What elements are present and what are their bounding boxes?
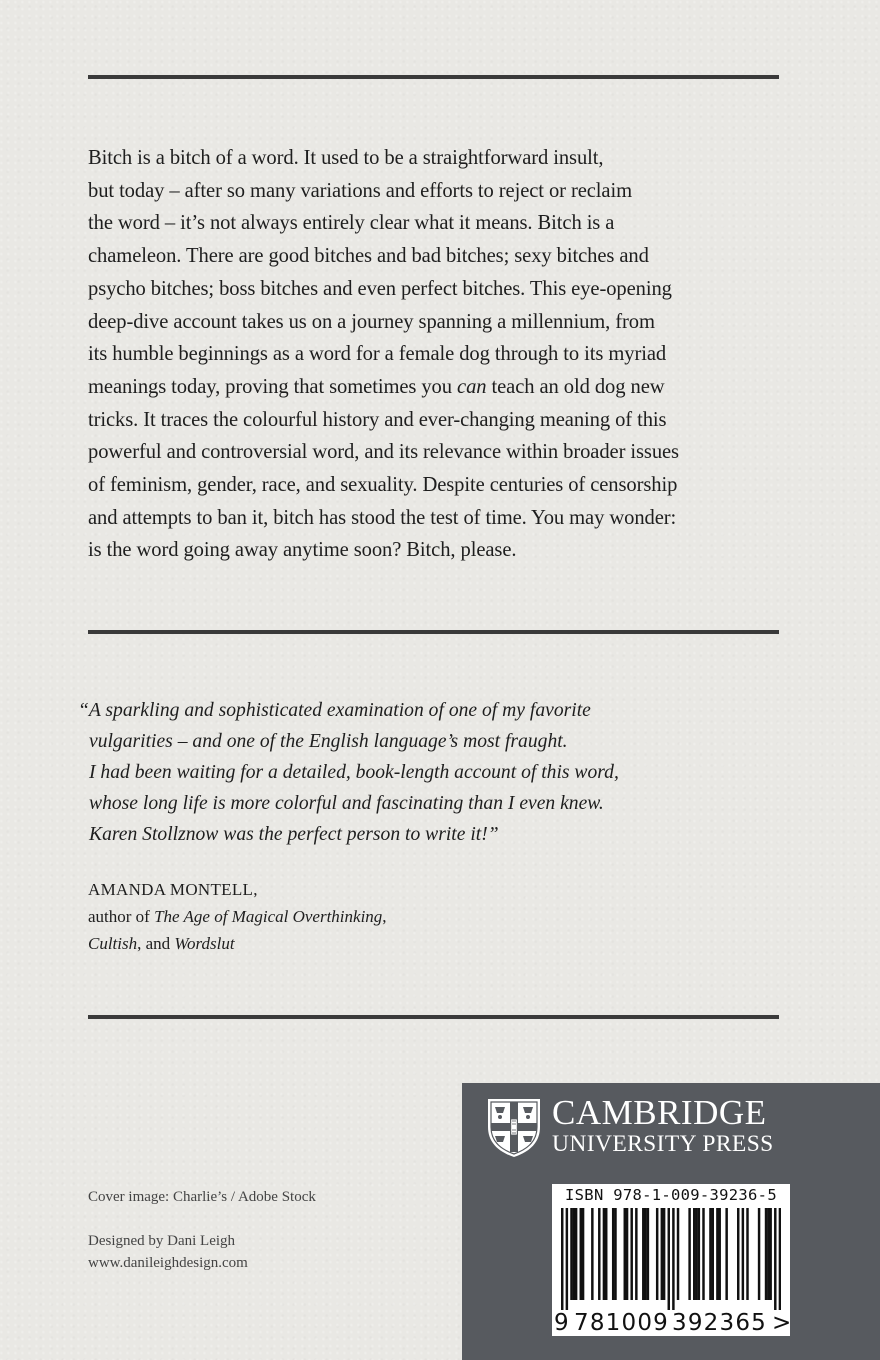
barcode-bar bbox=[582, 1208, 584, 1300]
blurb-line: but today – after so many variations and efforts to reject or reclaim bbox=[88, 179, 632, 202]
blurb-line: tricks. It traces the colourful history and ever-changing meaning of this bbox=[88, 408, 667, 431]
barcode-bar bbox=[575, 1208, 577, 1300]
isbn-label: ISBN 978-1-009-39236-5 bbox=[565, 1186, 777, 1204]
publisher-panel bbox=[462, 1083, 880, 1360]
barcode-bar bbox=[725, 1208, 727, 1300]
blurb-line: and attempts to ban it, bitch has stood the test of time. You may wonder: bbox=[88, 506, 677, 529]
barcode-bar bbox=[612, 1208, 614, 1300]
ean-right-group: 392365 bbox=[672, 1310, 767, 1336]
barcode-bar bbox=[635, 1208, 637, 1300]
blurb-line: deep-dive account takes us on a journey spanning a millennium, from bbox=[88, 310, 655, 333]
barcode-guard-bar bbox=[561, 1208, 563, 1310]
barcode-bar bbox=[642, 1208, 644, 1300]
blurb-text: meanings today, proving that sometimes you bbox=[88, 375, 452, 398]
publisher-name-line2: UNIVERSITY PRESS bbox=[552, 1131, 774, 1157]
quote-line: whose long life is more colorful and fascinating than I even knew. bbox=[89, 793, 604, 814]
barcode-bar bbox=[716, 1208, 718, 1300]
barcode-bar bbox=[605, 1208, 607, 1300]
endorser-name: AMANDA MONTELL, bbox=[88, 880, 258, 899]
barcode-bar bbox=[709, 1208, 711, 1300]
separator: , and bbox=[137, 934, 175, 953]
barcode-bar bbox=[591, 1208, 593, 1300]
barcode-bar bbox=[746, 1208, 748, 1300]
book-description bbox=[88, 142, 788, 567]
design-credit bbox=[88, 1230, 248, 1274]
blurb-text: teach an old dog new bbox=[486, 375, 665, 398]
blurb-line: of feminism, gender, race, and sexuality. Despite centuries of censorship bbox=[88, 474, 678, 497]
endorsement-quote bbox=[78, 695, 798, 850]
barcode-bar bbox=[718, 1208, 720, 1300]
barcode-bar bbox=[693, 1208, 695, 1300]
quote-line: I had been waiting for a detailed, book-length account of this word, bbox=[89, 762, 619, 783]
blurb-line: the word – it’s not always entirely clear what it means. Bitch is a bbox=[88, 212, 615, 235]
barcode-bar bbox=[742, 1208, 744, 1300]
blurb-line: Bitch is a bitch of a word. It used to be a straightforward insult, bbox=[88, 147, 604, 169]
barcode-bar bbox=[663, 1208, 665, 1300]
barcode-guard-bar bbox=[566, 1208, 568, 1310]
barcode-guard-bar bbox=[779, 1208, 781, 1310]
blurb-line: psycho bitches; boss bitches and even perfect bitches. This eye-opening bbox=[88, 277, 672, 300]
blurb-line bbox=[88, 371, 788, 404]
barcode-bar bbox=[712, 1208, 714, 1300]
cover-image-credit-text: Cover image: Charlie’s / Adobe Stock bbox=[88, 1189, 316, 1205]
quote-line: “A sparkling and sophisticated examination of one of my favorite bbox=[78, 700, 591, 721]
publisher-name-line1: CAMBRIDGE bbox=[552, 1093, 767, 1132]
barcode-guard-bar bbox=[774, 1208, 776, 1310]
barcode-bar bbox=[647, 1208, 649, 1300]
barcode-bar bbox=[702, 1208, 704, 1300]
blurb-line: its humble beginnings as a word for a female dog through to its myriad bbox=[88, 343, 667, 366]
designer-website: www.danileighdesign.com bbox=[88, 1255, 248, 1271]
endorser-credentials bbox=[88, 930, 387, 957]
barcode-bar bbox=[769, 1208, 771, 1300]
barcode-bar bbox=[767, 1208, 769, 1300]
ean-end-mark: > bbox=[772, 1310, 793, 1336]
barcode-bar bbox=[644, 1208, 646, 1300]
barcode-bar bbox=[677, 1208, 679, 1300]
ean-left-group: 781009 bbox=[574, 1310, 669, 1336]
blurb-line: powerful and controversial word, and its relevance within broader issues bbox=[88, 441, 679, 464]
barcode-bar bbox=[573, 1208, 575, 1300]
barcode-bar bbox=[603, 1208, 605, 1300]
barcode-guard-bar bbox=[672, 1208, 674, 1310]
blurb-emphasis: can bbox=[457, 375, 487, 398]
quote-line: vulgarities – and one of the English language’s most fraught. bbox=[89, 731, 568, 752]
barcode-bar bbox=[656, 1208, 658, 1300]
barcode-bar bbox=[661, 1208, 663, 1300]
middle-divider bbox=[88, 630, 779, 634]
barcode-bar bbox=[695, 1208, 697, 1300]
blurb-line: chameleon. There are good bitches and bad bitches; sexy bitches and bbox=[88, 245, 649, 268]
ean-first-digit: 9 bbox=[554, 1310, 570, 1336]
barcode-bar bbox=[624, 1208, 626, 1300]
separator: , bbox=[382, 907, 387, 926]
barcode-bar bbox=[688, 1208, 690, 1300]
cambridge-crest-icon bbox=[486, 1097, 542, 1159]
endorser-credentials bbox=[88, 903, 387, 930]
barcode-bar bbox=[737, 1208, 739, 1300]
barcode-bars bbox=[561, 1208, 781, 1310]
book-title: The Age of Magical Overthinking bbox=[154, 907, 383, 926]
barcode-bar bbox=[570, 1208, 572, 1300]
isbn-barcode bbox=[552, 1184, 793, 1336]
barcode-bar bbox=[698, 1208, 700, 1300]
bottom-divider bbox=[88, 1015, 779, 1019]
barcode-bar bbox=[580, 1208, 582, 1300]
barcode-bar bbox=[614, 1208, 616, 1300]
credentials-prefix: author of bbox=[88, 907, 155, 926]
barcode-bar bbox=[630, 1208, 632, 1300]
quote-line: Karen Stollznow was the perfect person to write it!” bbox=[89, 824, 499, 845]
barcode-guard-bar bbox=[668, 1208, 670, 1310]
barcode-bar bbox=[758, 1208, 760, 1300]
barcode-bar bbox=[626, 1208, 628, 1300]
barcode-bar bbox=[765, 1208, 767, 1300]
book-title: Wordslut bbox=[174, 934, 235, 953]
designer-credit-text: Designed by Dani Leigh bbox=[88, 1233, 236, 1249]
barcode-bar bbox=[598, 1208, 600, 1300]
blurb-line: is the word going away anytime soon? Bitch, please. bbox=[88, 539, 517, 562]
book-title: Cultish bbox=[88, 934, 138, 953]
endorsement-attribution bbox=[88, 876, 387, 957]
top-divider bbox=[88, 75, 779, 79]
cover-image-credit bbox=[88, 1186, 316, 1208]
publisher-wordmark bbox=[552, 1095, 774, 1157]
